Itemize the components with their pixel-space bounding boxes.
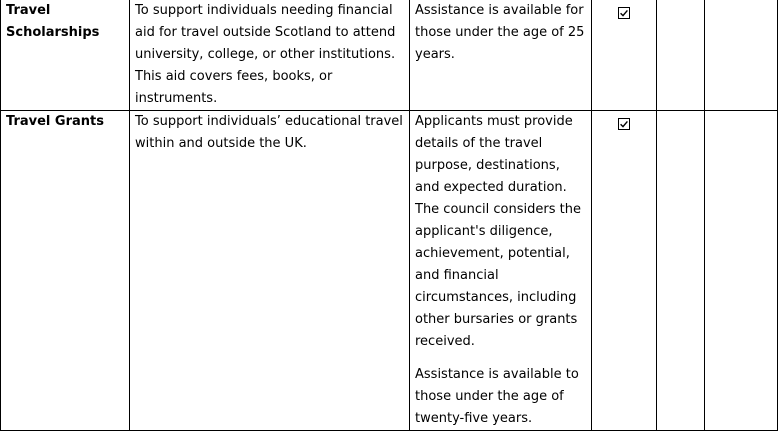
- grant-purpose: To support individuals needing financial aid for travel outside Scotland to attend university, college, or other institutions. This aid covers fees, books, or instruments.: [135, 3, 396, 106]
- table-row: [1, 111, 778, 431]
- empty-cell: [657, 0, 705, 111]
- grant-name-cell: [1, 0, 130, 111]
- eligibility-paragraph: Assistance is available for those under the age of 25 years.: [415, 3, 585, 62]
- grant-purpose-cell: [130, 0, 410, 111]
- grant-name: Travel Grants: [6, 114, 104, 129]
- grant-purpose: To support individuals’ educational travel within and outside the UK.: [135, 114, 403, 151]
- checkbox-cell: [592, 0, 657, 111]
- eligibility-paragraph: Applicants must provide details of the travel purpose, destinations, and expected duration. The council considers the applicant's diligence, achievement, potential, and financial circumstances, including other bursaries or grants received.: [415, 114, 581, 349]
- grant-name-cell: [1, 111, 130, 431]
- checkbox-cell: [592, 111, 657, 431]
- grant-purpose-cell: [130, 111, 410, 431]
- eligibility-paragraph: Assistance is available to those under the age of twenty-five years.: [415, 367, 579, 426]
- empty-cell: [657, 111, 705, 431]
- grant-name: Travel Scholarships: [6, 3, 100, 40]
- grant-eligibility-cell: [410, 111, 592, 431]
- empty-cell: [705, 111, 778, 431]
- checked-box-icon[interactable]: [618, 118, 630, 130]
- grant-eligibility-cell: [410, 0, 592, 111]
- checked-box-icon[interactable]: [618, 7, 630, 19]
- table-row: [1, 0, 778, 111]
- empty-cell: [705, 0, 778, 111]
